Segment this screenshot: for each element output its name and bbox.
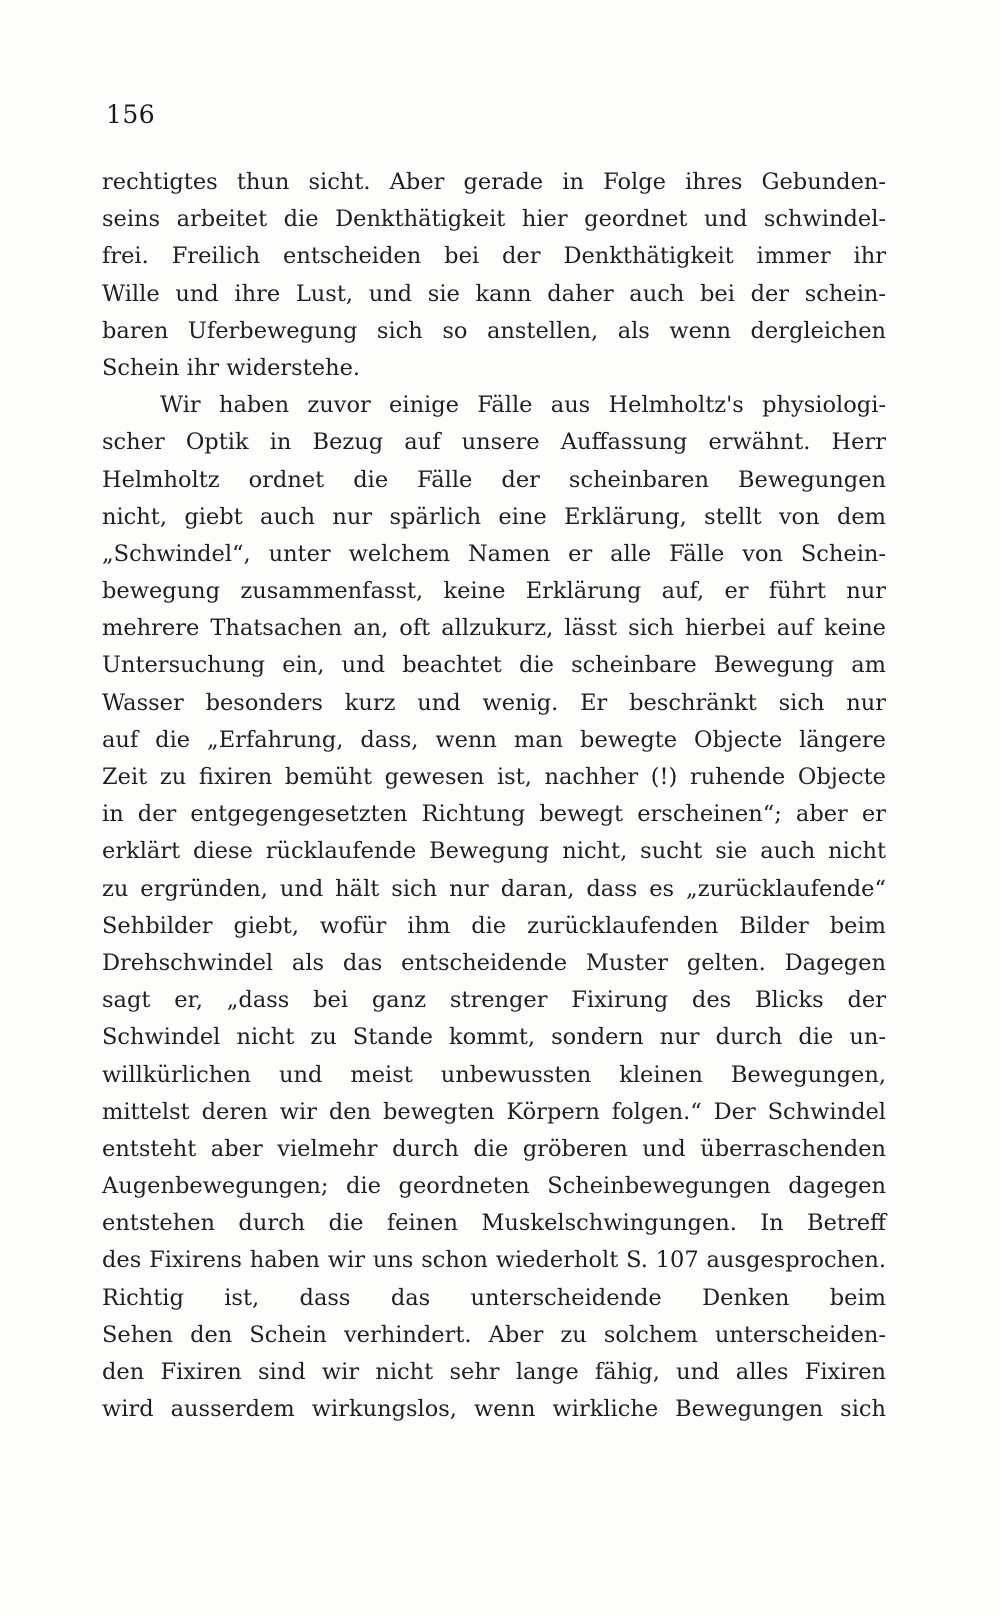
text-line: rechtigtes thun sicht. Aber gerade in Folge ihres Gebunden- <box>102 169 886 195</box>
text-line: Schein ihr widerstehe. <box>102 354 361 381</box>
text-line: mehrere Thatsachen an, oft allzukurz, lässt sich hierbei auf keine <box>102 615 886 642</box>
text-line: Zeit zu fixiren bemüht gewesen ist, nachher (!) ruhende Objecte <box>102 764 886 790</box>
body-text <box>102 164 886 1428</box>
text-line: scher Optik in Bezug auf unsere Auffassung erwähnt. Herr <box>102 429 886 456</box>
text-line: entsteht aber vielmehr durch die gröberen und überraschenden <box>102 1135 886 1162</box>
text-line: in der entgegengesetzten Richtung bewegt erscheinen“; aber er <box>102 801 886 828</box>
text-line: Wasser besonders kurz und wenig. Er beschränkt sich nur <box>102 689 886 716</box>
text-line: willkürlichen und meist unbewussten kleinen Bewegungen, <box>102 1061 886 1088</box>
text-line: Drehschwindel als das entscheidende Muster gelten. Dagegen <box>102 949 886 976</box>
text-line: des Fixirens haben wir uns schon wiederholt S. 107 ausgesprochen. <box>102 1247 886 1274</box>
text-line: Wille und ihre Lust, und sie kann daher auch bei der schein- <box>102 280 886 307</box>
text-line: sagt er, „dass bei ganz strenger Fixirung des Blicks der <box>102 987 886 1014</box>
text-line: wird ausserdem wirkungslos, wenn wirkliche Bewegungen sich <box>102 1396 886 1423</box>
text-line: baren Uferbewegung sich so anstellen, als wenn dergleichen <box>102 317 886 344</box>
text-line: „Schwindel“, unter welchem Namen er alle Fälle von Schein- <box>102 540 886 567</box>
text-line: auf die „Erfahrung, dass, wenn man bewegte Objecte längere <box>102 726 886 753</box>
text-line: Untersuchung ein, und beachtet die scheinbare Bewegung am <box>102 652 886 679</box>
text-line: zu ergründen, und hält sich nur daran, dass es „zurücklaufende“ <box>102 875 886 902</box>
text-line: Sehbilder giebt, wofür ihm die zurücklaufenden Bilder beim <box>102 912 886 939</box>
text-line: bewegung zusammenfasst, keine Erklärung auf, er führt nur <box>102 578 886 605</box>
text-line: mittelst deren wir den bewegten Körpern folgen.“ Der Schwindel <box>102 1098 886 1125</box>
text-line: Wir haben zuvor einige Fälle aus Helmholtz's physiologi- <box>160 392 886 419</box>
text-line: nicht, giebt auch nur spärlich eine Erklärung, stellt von dem <box>102 503 886 530</box>
text-line: Sehen den Schein verhindert. Aber zu solchem unterscheiden- <box>102 1321 886 1348</box>
text-line: Augenbewegungen; die geordneten Scheinbewegungen dagegen <box>102 1173 886 1200</box>
text-line: frei. Freilich entscheiden bei der Denkthätigkeit immer ihr <box>102 243 886 270</box>
text-line: Richtig ist, dass das unterscheidende Denken beim <box>102 1284 886 1311</box>
text-line: seins arbeitet die Denkthätigkeit hier geordnet und schwindel- <box>102 206 886 233</box>
text-line: Schwindel nicht zu Stande kommt, sondern nur durch die un- <box>102 1024 886 1051</box>
text-line: den Fixiren sind wir nicht sehr lange fähig, und alles Fixiren <box>102 1359 886 1385</box>
text-line: erklärt diese rücklaufende Bewegung nicht, sucht sie auch nicht <box>102 838 886 865</box>
text-line: Helmholtz ordnet die Fälle der scheinbaren Bewegungen <box>102 466 886 493</box>
text-line: entstehen durch die feinen Muskelschwingungen. In Betreff <box>102 1210 886 1237</box>
page-number: 156 <box>106 100 156 129</box>
